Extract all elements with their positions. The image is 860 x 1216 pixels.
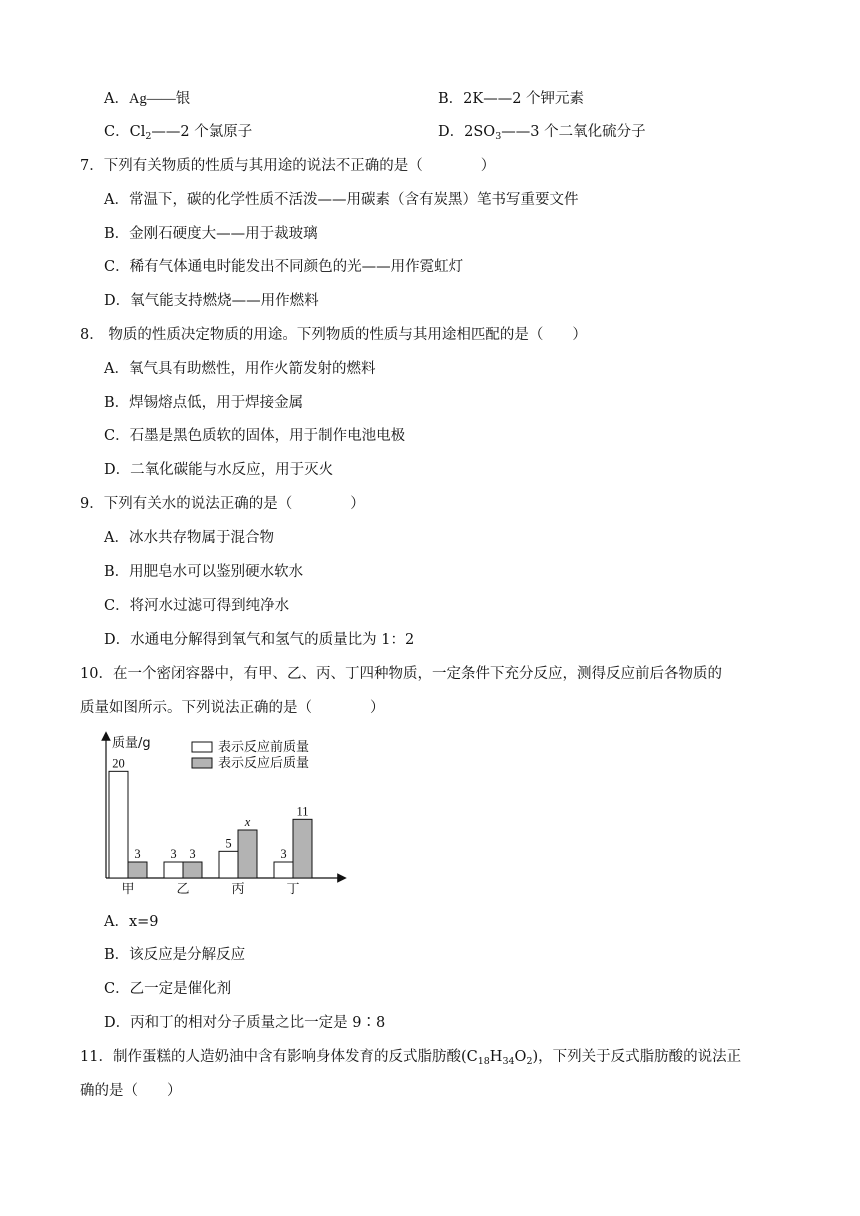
q6-option-d: D．$2SO_3——3$ 个二氧化硫分子 [438, 124, 646, 142]
category-label-3: 丁 [286, 882, 300, 897]
bar-丁-1 [293, 819, 312, 878]
bar-label-乙-0: 3 [170, 847, 177, 861]
q8-stem: 8． 物质的性质决定物质的用途。下列物质的性质与其用途相匹配的是（ ） [80, 327, 587, 343]
category-label-2: 丙 [231, 882, 245, 897]
q8-option-c: C．石墨是黑色质软的固体，用于制作电池电极 [104, 428, 406, 444]
q7-option-d: D．氧气能支持燃烧——用作燃料 [104, 293, 319, 309]
q7-option-c: C．稀有气体通电时能发出不同颜色的光——用作霓虹灯 [104, 259, 464, 275]
bar-label-丙-0: 5 [225, 836, 232, 851]
bar-甲-0 [109, 771, 128, 878]
y-axis-label: 质量/g [112, 736, 151, 751]
q10-stem-line2: 质量如图所示。下列说法正确的是（ ） [80, 700, 385, 716]
chart-bars [109, 756, 312, 897]
q10-option-d: D．丙和丁的相对分子质量之比一定是 9∶8 [104, 1015, 386, 1031]
legend-label-0: 表示反应前质量 [218, 740, 310, 755]
q11-stem-line1: 11．制作蛋糕的人造奶油中含有影响身体发育的反式脂肪酸$(C_{18}H_{34}O_2)$，下列关于反式脂肪酸的说法正 [80, 1049, 742, 1067]
q9-option-b: B．用肥皂水可以鉴别硬水软水 [104, 564, 304, 580]
q8-option-a: A．氧气具有助燃性，用作火箭发射的燃料 [104, 361, 376, 377]
bar-label-丁-0: 3 [280, 847, 287, 861]
chart-legend [192, 739, 309, 771]
bar-乙-0 [164, 862, 183, 878]
q8-option-b: B．焊锡熔点低，用于焊接金属 [104, 395, 304, 411]
bar-丙-0 [219, 851, 238, 878]
legend-swatch-0 [192, 742, 212, 752]
category-label-0: 甲 [121, 882, 135, 897]
bar-甲-1 [128, 862, 147, 878]
q9-option-a: A．冰水共存物属于混合物 [104, 530, 274, 546]
legend-label-1: 表示反应后质量 [218, 756, 310, 771]
q10-stem-line1: 10．在一个密闭容器中，有甲、乙、丙、丁四种物质，一定条件下充分反应，测得反应前后各物质的 [80, 666, 722, 682]
q11-stem-line2: 确的是（ ） [80, 1083, 182, 1099]
bar-丙-1 [238, 830, 257, 878]
q9-option-c: C．将河水过滤可得到纯净水 [104, 598, 290, 614]
bar-label-丙-1: x [244, 815, 251, 829]
q6-option-a: A．Ag——银 [104, 91, 191, 107]
bar-乙-1 [183, 862, 202, 878]
q7-option-a: A．常温下，碳的化学性质不活泼——用碳素（含有炭黑）笔书写重要文件 [104, 192, 579, 208]
q7-stem: 7．下列有关物质的性质与其用途的说法不正确的是（ ） [80, 158, 496, 174]
q10-option-a: A．x=9 [104, 914, 159, 930]
mass-bar-chart [96, 730, 356, 900]
q10-option-c: C．乙一定是催化剂 [104, 981, 232, 997]
q6-option-c: C．$Cl_2——2$ 个氯原子 [104, 124, 253, 142]
bar-label-乙-1: 3 [189, 847, 196, 861]
q9-option-d: D．水通电分解得到氧气和氢气的质量比为 1：2 [104, 632, 415, 648]
q8-option-d: D．二氧化碳能与水反应，用于灭火 [104, 462, 334, 478]
bar-label-甲-0: 20 [112, 756, 125, 771]
q9-stem: 9．下列有关水的说法正确的是（ ） [80, 496, 365, 512]
legend-swatch-1 [192, 758, 212, 768]
bar-label-甲-1: 3 [134, 847, 141, 861]
category-label-1: 乙 [176, 882, 190, 897]
q10-option-b: B．该反应是分解反应 [104, 947, 246, 963]
q7-option-b: B．金刚石硬度大——用于裁玻璃 [104, 226, 318, 242]
bar-丁-0 [274, 862, 293, 878]
bar-label-丁-1: 11 [296, 804, 309, 819]
q6-option-b: B．2K——2 个钾元素 [438, 91, 585, 107]
